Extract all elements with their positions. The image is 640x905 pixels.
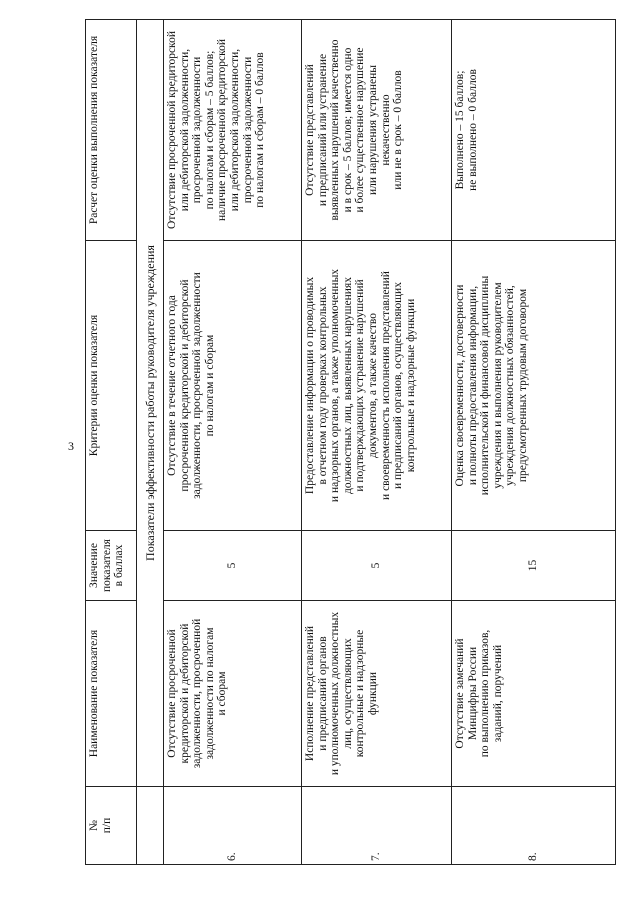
section-title: Показатели эффективности работы руководителя учреждения (137, 20, 164, 787)
indicator-name: Исполнение представлений и предписаний органов и уполномоченных должностных лиц, осуществляющих контрольные и надзорные функции (302, 601, 452, 787)
indicators-table (85, 19, 616, 865)
indicator-calc: Отсутствие представлений и предписаний или устранение выявленных нарушений качественно и в срок – 5 баллов; имеется одно и более существенное нарушение или нарушения устранены некачественно или не в срок – 0 баллов (302, 20, 452, 241)
header-name: Наименование показателя (86, 601, 137, 787)
row-num: 6. (164, 787, 302, 865)
rotated-table-sheet (85, 20, 615, 865)
header-calc: Расчет оценки выполнения показателя (86, 20, 137, 241)
page-number: 3 (68, 439, 74, 453)
header-num: № п/п (86, 787, 137, 865)
header-row (86, 20, 137, 865)
indicator-criteria: Отсутствие в течение отчетного года просроченной кредиторской и дебиторской задолженности, просроченной задолженности по налогам и сборам (164, 241, 302, 531)
indicator-points: 5 (164, 531, 302, 601)
indicator-points: 15 (452, 531, 616, 601)
section-row (137, 20, 164, 865)
indicator-points: 5 (302, 531, 452, 601)
table-row (452, 20, 616, 865)
indicator-name: Отсутствие замечаний Минцифры России по выполнению приказов, заданий, поручений (452, 601, 616, 787)
indicator-criteria: Оценка своевременности, достоверности и полноты предоставления информации, исполнительской и финансовой дисциплины учреждения и выполнения руководителем учреждения должностных обязанностей, предусмотренных трудовым договором (452, 241, 616, 531)
section-num-cell (137, 787, 164, 865)
indicator-criteria: Предоставление информации о проводимых в отчетном году проверках контрольных и надзорных органов, а также уполномоченных должностных лиц, выявленных нарушениях и подтверждающих устранение нарушений документов, а также качество и своевременность исполнения представлений и предписаний органов, осуществляющих контрольные и надзорные функции (302, 241, 452, 531)
indicator-calc: Выполнено – 15 баллов; не выполнено – 0 баллов (452, 20, 616, 241)
table-row (164, 20, 302, 865)
row-num: 7. (302, 787, 452, 865)
table-row (302, 20, 452, 865)
header-value: Значение показателя в баллах (86, 531, 137, 601)
indicator-calc: Отсутствие просроченной кредиторской или дебиторской задолженности, просроченной задолженности по налогам и сборам – 5 баллов; наличие просроченной кредиторской или дебиторской задолженности, просроченной задолженности по налогам и сборам – 0 баллов (164, 20, 302, 241)
indicator-name: Отсутствие просроченной кредиторской и дебиторской задолженности, просроченной задолженности по налогам и сборам (164, 601, 302, 787)
header-criteria: Критерии оценки показателя (86, 241, 137, 531)
row-num: 8. (452, 787, 616, 865)
